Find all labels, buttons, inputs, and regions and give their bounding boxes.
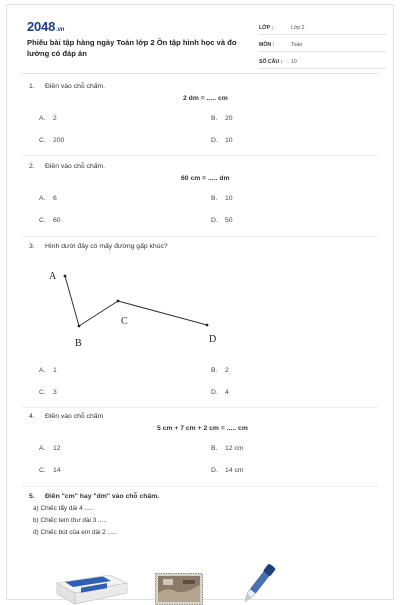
- question-divider: [21, 236, 379, 237]
- header-separator: [21, 73, 379, 74]
- question-divider: [21, 155, 379, 156]
- point-c-label: C: [121, 316, 128, 327]
- question-3: 3. Hình dưới đây có mấy đường gấp khúc?: [29, 243, 168, 250]
- q1-option-d[interactable]: D. 10: [211, 137, 233, 144]
- pen-illustration: [239, 553, 287, 605]
- meta-row-subject: MÔN : Toán: [259, 38, 387, 52]
- q4-option-c[interactable]: C. 14: [39, 467, 61, 474]
- meta-row-count: SỐ CÂU : 10: [259, 55, 387, 69]
- q4-option-a[interactable]: A. 12: [39, 445, 61, 452]
- point-a-label: A: [49, 271, 57, 282]
- q1-option-c[interactable]: C. 200: [39, 137, 65, 144]
- q3-option-c[interactable]: C. 3: [39, 389, 57, 396]
- point-d-label: D: [209, 334, 217, 345]
- point-a: [64, 275, 67, 278]
- question-5-item-b: b) Chiếc tem thư dài 3 .....: [33, 517, 107, 524]
- question-2-expression: 60 cm = ..... dm: [181, 175, 230, 182]
- worksheet-title: Phiếu bài tập hàng ngày Toán lớp 2 Ôn tập hình học và đo lường có đáp án: [27, 38, 237, 58]
- stamp-illustration: [155, 573, 203, 605]
- question-5-item-d: d) Chiếc bút của em dài 2 .....: [33, 529, 117, 536]
- worksheet-page: [6, 4, 394, 600]
- q1-option-a[interactable]: A. 2: [39, 115, 57, 122]
- q2-option-c[interactable]: C. 60: [39, 217, 61, 224]
- q2-option-d[interactable]: D. 50: [211, 217, 233, 224]
- question-1-expression: 2 dm = ..... cm: [183, 95, 228, 102]
- meta-row-class: LỚP : Lớp 2: [259, 21, 387, 35]
- q1-option-b[interactable]: B. 20: [211, 115, 233, 122]
- site-logo[interactable]: 2048.vn: [27, 19, 65, 34]
- polyline-figure: [37, 267, 237, 357]
- point-c: [117, 300, 120, 303]
- question-5-item-a: a) Chiếc tẩy dài 4 .....: [33, 505, 94, 512]
- question-divider: [21, 407, 379, 408]
- q4-option-b[interactable]: B. 12 cm: [211, 445, 244, 452]
- q3-option-d[interactable]: D. 4: [211, 389, 229, 396]
- point-b: [78, 325, 81, 328]
- polyline-path: [65, 276, 207, 326]
- question-4-expression: 5 cm + 7 cm + 2 cm = ..... cm: [157, 425, 248, 432]
- q3-option-b[interactable]: B. 2: [211, 367, 229, 374]
- q2-option-b[interactable]: B. 10: [211, 195, 233, 202]
- question-divider: [21, 486, 379, 487]
- meta-box: [259, 21, 387, 72]
- question-2: 2. Điền vào chỗ chấm.: [29, 163, 106, 170]
- q2-option-a[interactable]: A. 6: [39, 195, 57, 202]
- q3-option-a[interactable]: A. 1: [39, 367, 57, 374]
- point-d: [206, 324, 209, 327]
- question-5: 5. Điền "cm" hay "dm" vào chỗ chấm.: [29, 493, 160, 500]
- q4-option-d[interactable]: D. 14 cm: [211, 467, 244, 474]
- point-b-label: B: [75, 338, 82, 349]
- question-4: 4. Điền vào chỗ chấm: [29, 413, 104, 420]
- question-1: 1. Điền vào chỗ chấm.: [29, 83, 106, 90]
